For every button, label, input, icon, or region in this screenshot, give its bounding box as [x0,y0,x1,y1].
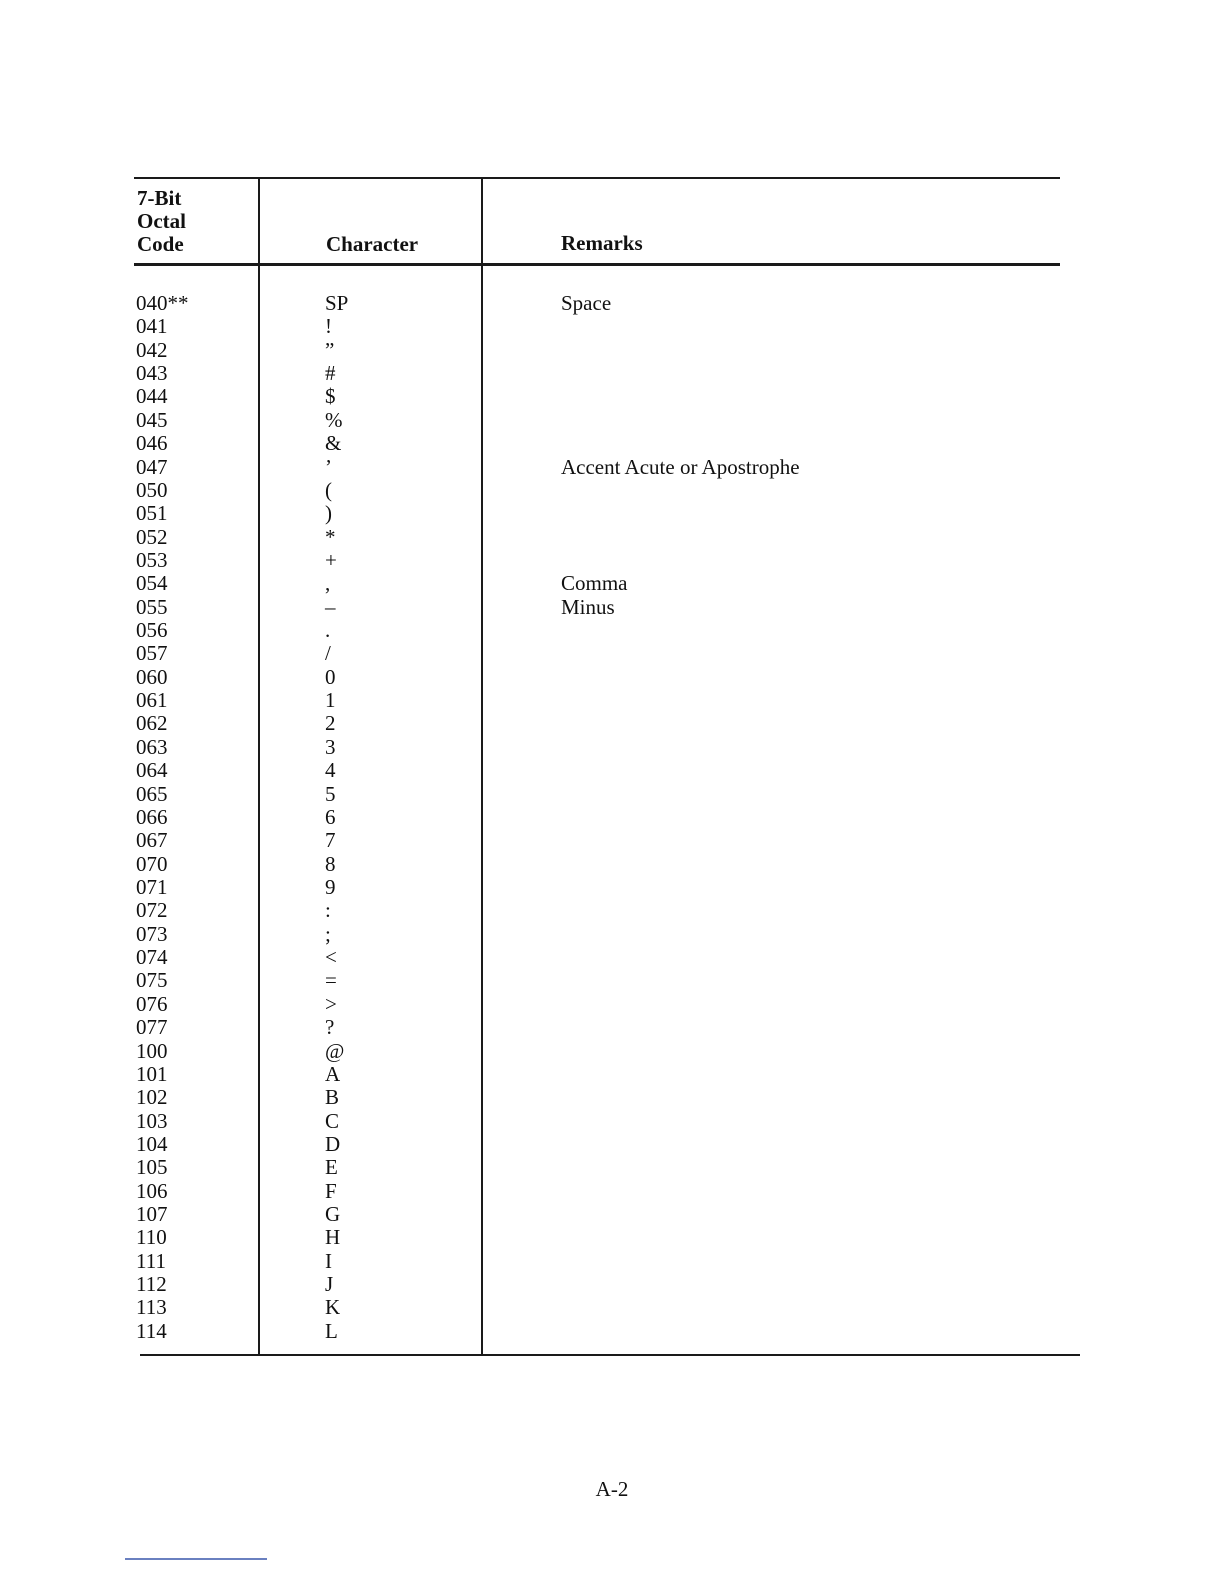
character-cell: A [325,1061,341,1086]
remark-cell: Space [561,291,612,315]
code-cell: 046 [136,431,168,456]
scan-edge-mark [125,1558,267,1560]
table-row [0,1226,1224,1249]
code-cell: 066 [136,804,168,829]
code-cell: 065 [136,781,168,806]
table-row [0,666,1224,689]
character-cell: / [325,641,331,666]
table-row [0,876,1224,899]
code-cell: 044 [136,384,168,409]
table-row [0,1273,1224,1296]
character-cell: SP [325,291,349,315]
table-row [0,1320,1224,1343]
header-code-line: Code [137,232,184,256]
table-row [0,993,1224,1016]
table-row [0,572,1224,595]
character-cell: ) [325,501,332,526]
table-row [0,1296,1224,1319]
table-row [0,362,1224,385]
code-cell: 106 [136,1178,168,1203]
remark-cell: Minus [561,594,615,619]
table-row [0,736,1224,759]
code-cell: 114 [136,1318,167,1343]
character-cell: 9 [325,874,336,899]
character-cell: H [325,1225,341,1250]
code-cell: 047 [136,454,168,479]
table-row [0,1016,1224,1039]
table-row [0,642,1224,665]
code-cell: 040** [136,291,189,315]
character-cell: J [325,1272,334,1297]
code-cell: 064 [136,758,168,783]
character-cell: E [325,1155,338,1180]
table-row [0,1156,1224,1179]
table-row [0,1040,1224,1063]
table-row [0,619,1224,642]
table-row [0,899,1224,922]
character-cell: $ [325,384,336,409]
character-cell: K [325,1295,341,1320]
character-cell: ? [325,1015,335,1040]
character-cell: & [325,431,342,456]
header-code-line: Octal [137,209,186,233]
table-row [0,946,1224,969]
character-cell: + [325,547,337,572]
code-cell: 100 [136,1038,168,1063]
code-cell: 113 [136,1295,167,1320]
character-cell: 4 [325,758,336,783]
table-bottom-rule [140,1354,1080,1356]
code-cell: 111 [136,1248,166,1273]
character-cell: ’ [325,454,332,479]
character-cell: 3 [325,734,336,759]
header-remarks: Remarks [561,231,643,255]
table-row [0,853,1224,876]
table-body [0,292,1224,1343]
code-cell: 101 [136,1061,168,1086]
character-cell: ! [325,314,332,339]
code-cell: 045 [136,407,168,432]
character-cell: ; [325,921,331,946]
header-character: Character [326,232,419,256]
remark-cell: Comma [561,571,628,596]
character-cell: 0 [325,664,336,689]
character-cell: * [325,524,336,549]
header-code-line: 7-Bit [137,186,182,210]
table-row [0,1063,1224,1086]
character-cell: F [325,1178,337,1203]
table-row [0,385,1224,408]
table-row [0,1110,1224,1133]
character-cell: @ [325,1038,345,1063]
character-cell: 7 [325,828,336,853]
table-row [0,456,1224,479]
page-number: A-2 [595,1477,629,1501]
table-row [0,502,1224,525]
table-row [0,712,1224,735]
table-row [0,806,1224,829]
character-cell: # [325,361,336,386]
table-row [0,1133,1224,1156]
code-cell: 063 [136,734,168,759]
table-row [0,969,1224,992]
character-cell: – [325,594,336,619]
code-cell: 055 [136,594,168,619]
character-cell: 6 [325,804,336,829]
table-row [0,292,1224,315]
table-row [0,596,1224,619]
table-row [0,1180,1224,1203]
table-row [0,339,1224,362]
character-cell: D [325,1131,341,1156]
table-row [0,315,1224,338]
code-cell: 105 [136,1155,168,1180]
code-cell: 067 [136,828,168,853]
code-cell: 102 [136,1085,168,1110]
table-row [0,1086,1224,1109]
code-cell: 103 [136,1108,168,1133]
table-header-rule [134,263,1060,266]
table-row [0,1250,1224,1273]
code-cell: 061 [136,688,168,713]
code-cell: 075 [136,968,168,993]
table-row [0,432,1224,455]
header-octal-code [137,187,255,256]
character-cell: L [325,1318,338,1343]
table-row [0,689,1224,712]
code-cell: 077 [136,1015,168,1040]
code-cell: 104 [136,1131,168,1156]
code-cell: 052 [136,524,168,549]
code-cell: 053 [136,547,168,572]
character-cell: ( [325,477,332,502]
character-cell: , [325,571,331,596]
code-cell: 070 [136,851,168,876]
code-cell: 072 [136,898,168,923]
character-cell: G [325,1202,341,1227]
code-cell: 073 [136,921,168,946]
table-row [0,549,1224,572]
character-cell: = [325,968,337,993]
table-row [0,1203,1224,1226]
remark-cell: Accent Acute or Apostrophe [561,454,800,479]
table-row [0,783,1224,806]
code-cell: 107 [136,1202,168,1227]
character-cell: % [325,407,343,432]
code-cell: 056 [136,618,168,643]
character-cell: . [325,618,331,643]
code-cell: 074 [136,945,168,970]
code-cell: 043 [136,361,168,386]
character-cell: : [325,898,331,923]
character-cell: 5 [325,781,336,806]
character-cell: 8 [325,851,336,876]
table-row [0,759,1224,782]
table-row [0,829,1224,852]
code-cell: 050 [136,477,168,502]
character-cell: < [325,945,337,970]
character-cell: 2 [325,711,336,736]
table-row [0,409,1224,432]
character-cell: 1 [325,688,336,713]
code-cell: 071 [136,874,168,899]
code-cell: 076 [136,991,168,1016]
code-cell: 054 [136,571,168,596]
character-cell: C [325,1108,340,1133]
table-row [0,479,1224,502]
character-cell: ” [325,337,335,362]
code-cell: 112 [136,1272,167,1297]
code-cell: 060 [136,664,168,689]
code-cell: 051 [136,501,168,526]
code-cell: 110 [136,1225,167,1250]
table-row [0,526,1224,549]
character-cell: I [325,1248,332,1273]
character-cell: B [325,1085,340,1110]
table-top-rule [134,177,1060,179]
character-cell: > [325,991,337,1016]
code-cell: 041 [136,314,168,339]
table-row [0,923,1224,946]
code-cell: 057 [136,641,168,666]
code-cell: 042 [136,337,168,362]
code-cell: 062 [136,711,168,736]
